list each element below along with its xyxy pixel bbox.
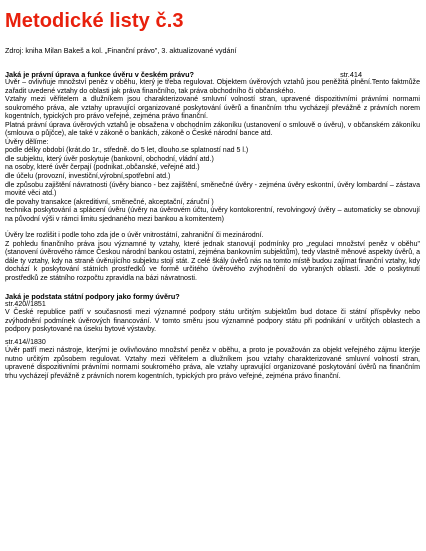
paragraph: V České republice patří v současnosti mezi významné podpory státu určitým subjektům bud dotace či státní příspěvky nebo zvýhodnění podmínek úvěrových financování. V tomto směru jsou významné podpory státu při podnikání v určitých oblastech a podpory poskytované na úseku bytové výstavby. — [5, 309, 420, 334]
list-item: podle délky období (krát.do 1r., středně. do 5 let, dlouho.se splatností nad 5 l.) — [5, 147, 249, 155]
list-item: dle účelu (provozní, investiční,výrobní,spotřební atd.) — [5, 173, 171, 181]
credit-types-list — [5, 147, 420, 224]
section2-heading-row — [5, 292, 420, 301]
section1-heading: Jaká je právní úprava a funkce úvěru v českém právu? — [5, 70, 195, 79]
paragraph: Platná právní úprava úvěrových vztahů je obsažena v obchodním zákoníku (ustanovení o smlouvě o úvěru), v občanském zákoníku (smlouva o půjčce), ale také v zákoně o bankách, zákoně o České národní bance atd. — [5, 121, 420, 138]
section1-page-ref: str.414 — [340, 70, 362, 79]
list-item: technika poskytování a splácení úvěru (úvěry na úvěrovém účtu, úvěry kontokorentní, revolvingový úvěry – automaticky se obnovují na původní výši v rámci limitu sjednaného mezi bankou a komitentem) — [5, 207, 420, 223]
list-item: dle způsobu zajištění návratnosti (úvěry bianco - bez zajištění, směnečné úvěry - zejména úvěry eskontní, úvěry lombardní – zástava movité věci atd.) — [5, 181, 420, 198]
section2-heading: Jaká je podstata státní podpory jako formy úvěru? — [5, 291, 180, 301]
page-ref: str.414//1830 — [5, 338, 46, 346]
page-title: Metodické listy č.3 — [5, 10, 184, 32]
section1-heading-row — [5, 70, 420, 79]
paragraph: Úvěr – ovlivňuje množství peněz v oběhu, který je třeba regulovat. Objektem úvěrových vztahů jsou peněžitá plnění.Tento faktmůže zařadit uvedené vztahy do oblasti jak práva finančního, tak práva obchodního či občanského. — [5, 79, 420, 95]
list-item: na osoby, které úvěr čerpají (podnikat.,občanské, veřejné atd.) — [5, 164, 200, 172]
paragraph: Z pohledu finančního práva jsou významné ty vztahy, které jednak stanovují podmínky pro „regulaci množství peněz v oběhu" (stanovení úvěrového rámce Českou národní bankou ostatní, zejména bankovním subjektům), tedy vlastně měnové aspekty úvěrů, a dále ty vztahy, kdy na straně úvěrujícího subjektu stojí stát. Z celé škály úvěrů nás na tomto místě budou zajímat finanční vztahy, kdy dochází k poskytování státních prostředků ve formě určitého úvěrového zvýhodnění do vybraných oblastí. Jde o poskytnutí prostředků ze státního rozpočtu zpravidla na bázi návratnosti. — [5, 240, 420, 283]
list-item: dle subjektu, který úvěr poskytuje (bankovní, obchodní, vládní atd.) — [5, 155, 214, 163]
paragraph: Úvěry lze rozlišit i podle toho zda jde o úvěr vnitrostátní, zahraniční či mezinárodní. — [5, 232, 264, 240]
page-ref: str.420//1851 — [5, 300, 46, 308]
paragraph: Úvěr patří mezi nástroje, kterými je ovlivňováno množství peněz v oběhu, a proto je považován za objekt veřejného zájmu kterýje nutno určitým způsobem regulovat. Vztahy mezi věřitelem a dlužníkem jsou vztahy charakterizované smluvní volností stran, upravené dispozitivními právními normami soukromého práva, ale vztahy upravující organizované poskytování úvěrů na finančním trhu vycházejí převážně z právních norem kogentních, typických pro právo veřejné, zejména právo finanční. — [5, 347, 420, 380]
list-item: dle povahy transakce (akreditivní, směnečné, akceptační, záruční ) — [5, 198, 214, 206]
source-note: Zdroj: kniha Milan Bakeš a kol. „Finanční právo", 3. aktualizované vydání — [5, 46, 237, 55]
paragraph: Vztahy mezi věřitelem a dlužníkem jsou charakterizované smluvní volností stran, upravené dispozitivními právními normami soukromého práva, ale vztahy upravující organizované poskytování úvěrů a finančním trhu vycházejí převážně z právních norem kogentních, typických pro právo veřejné, zejména právo finanční. — [5, 96, 420, 121]
list-title: Úvěry dělíme: — [5, 138, 49, 146]
